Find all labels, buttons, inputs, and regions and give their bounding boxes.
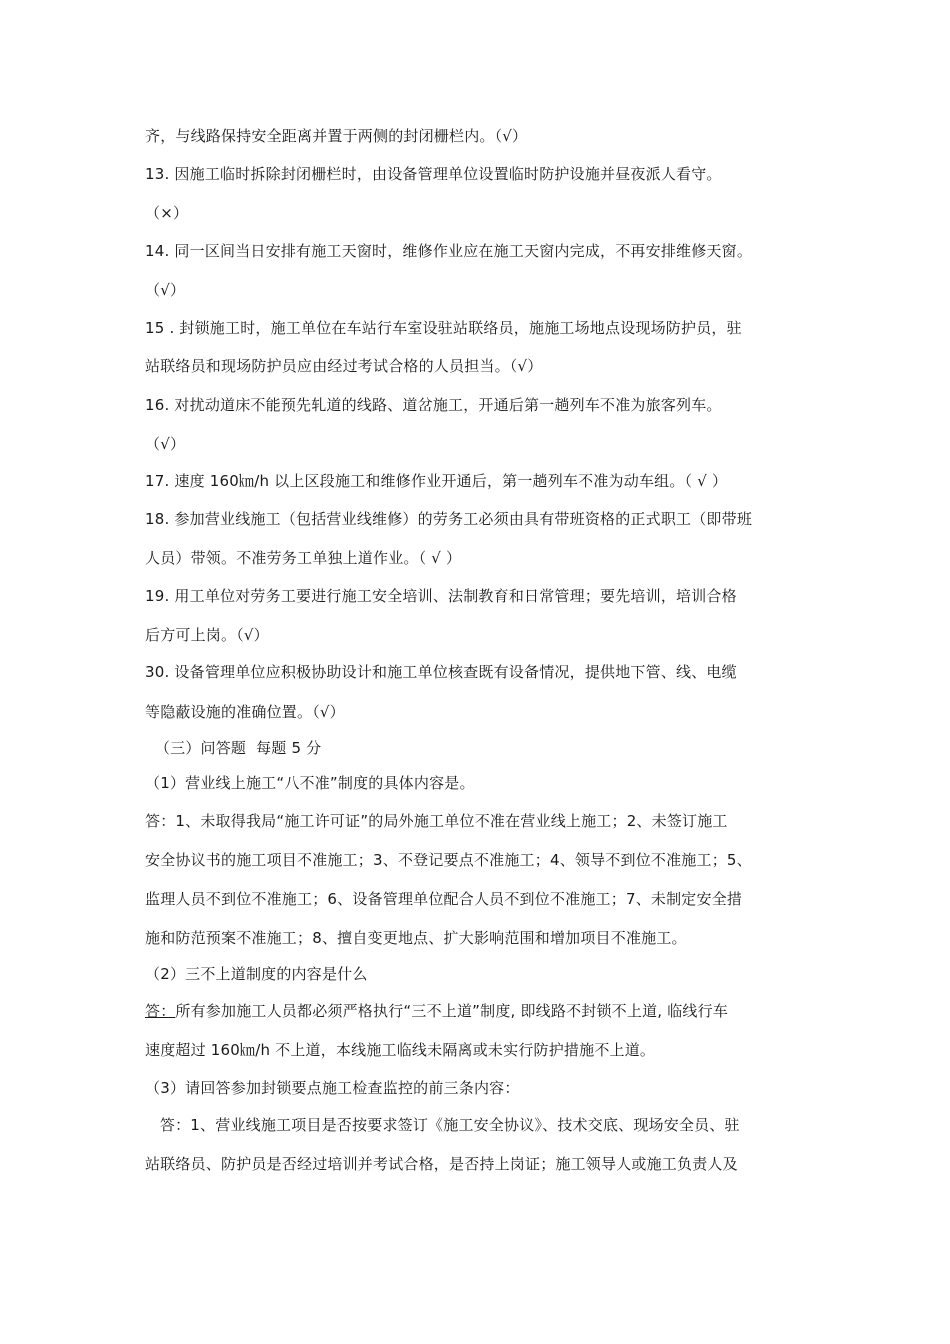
- answer-text: 所有参加施工人员都必须严格执行“三不上道”制度, 即线路不封锁不上道, 临线行车: [175, 1002, 729, 1020]
- text-line: （√）: [145, 435, 186, 453]
- text-line: 后方可上岗。（√）: [145, 626, 269, 644]
- question-heading: （2）三不上道制度的内容是什么: [145, 965, 368, 983]
- text-line: 站联络员、防护员是否经过培训并考试合格，是否持上岗证；施工领导人或施工负责人及: [145, 1155, 738, 1173]
- text-line: 19. 用工单位对劳务工要进行施工安全培训、法制教育和日常管理；要先培训，培训合格: [145, 587, 737, 605]
- text-line: 30. 设备管理单位应积极协助设计和施工单位核查既有设备情况，提供地下管、线、电缆: [145, 663, 737, 681]
- question-heading: （1）营业线上施工“八不准”制度的具体内容是。: [145, 774, 475, 792]
- text-line: 16. 对扰动道床不能预先轧道的线路、道岔施工，开通后第一趟列车不准为旅客列车。: [145, 396, 722, 414]
- text-line: 答：1、营业线施工项目是否按要求签订《施工安全协议》、技术交底、现场安全员、驻: [145, 1116, 740, 1134]
- text-line: 15 . 封锁施工时，施工单位在车站行车室设驻站联络员，施施工场地点设现场防护员，驻: [145, 319, 742, 337]
- text-line: 监理人员不到位不准施工；6、设备管理单位配合人员不到位不准施工；7、未制定安全措: [145, 890, 743, 908]
- answer-line: [145, 1001, 825, 1021]
- text-line: （×）: [145, 204, 189, 222]
- text-line: 齐，与线路保持安全距离并置于两侧的封闭栅栏内。（√）: [145, 127, 528, 145]
- question-heading: （3）请回答参加封锁要点施工检查监控的前三条内容：: [145, 1079, 520, 1097]
- text-line: 17. 速度 160㎞/h 以上区段施工和维修作业开通后，第一趟列车不准为动车组。（ √ ）: [145, 472, 728, 490]
- text-line: 安全协议书的施工项目不准施工；3、不登记要点不准施工；4、领导不到位不准施工；5、: [145, 851, 752, 869]
- text-line: 站联络员和现场防护员应由经过考试合格的人员担当。（√）: [145, 357, 543, 375]
- text-line: 施和防范预案不准施工；8、擅自变更地点、扩大影响范围和增加项目不准施工。: [145, 929, 687, 947]
- text-line: 14. 同一区间当日安排有施工天窗时，维修作业应在施工天窗内完成，不再安排维修天窗。: [145, 242, 753, 260]
- text-line: （√）: [145, 281, 186, 299]
- text-line: 13. 因施工临时拆除封闭栅栏时，由设备管理单位设置临时防护设施并昼夜派人看守。: [145, 165, 722, 183]
- answer-label: 答：: [145, 1002, 176, 1020]
- section-heading: （三）问答题 每题 5 分: [145, 739, 322, 757]
- text-line: 等隐蔽设施的准确位置。（√）: [145, 703, 345, 721]
- text-line: 18. 参加营业线施工（包括营业线维修）的劳务工必须由具有带班资格的正式职工（即带班: [145, 510, 753, 528]
- text-line: 答：1、未取得我局“施工许可证”的局外施工单位不准在营业线上施工；2、未签订施工: [145, 812, 728, 830]
- text-line: 人员）带领。不准劳务工单独上道作业。（ √ ）: [145, 549, 462, 567]
- text-line: 速度超过 160㎞/h 不上道，本线施工临线未隔离或未实行防护措施不上道。: [145, 1041, 656, 1059]
